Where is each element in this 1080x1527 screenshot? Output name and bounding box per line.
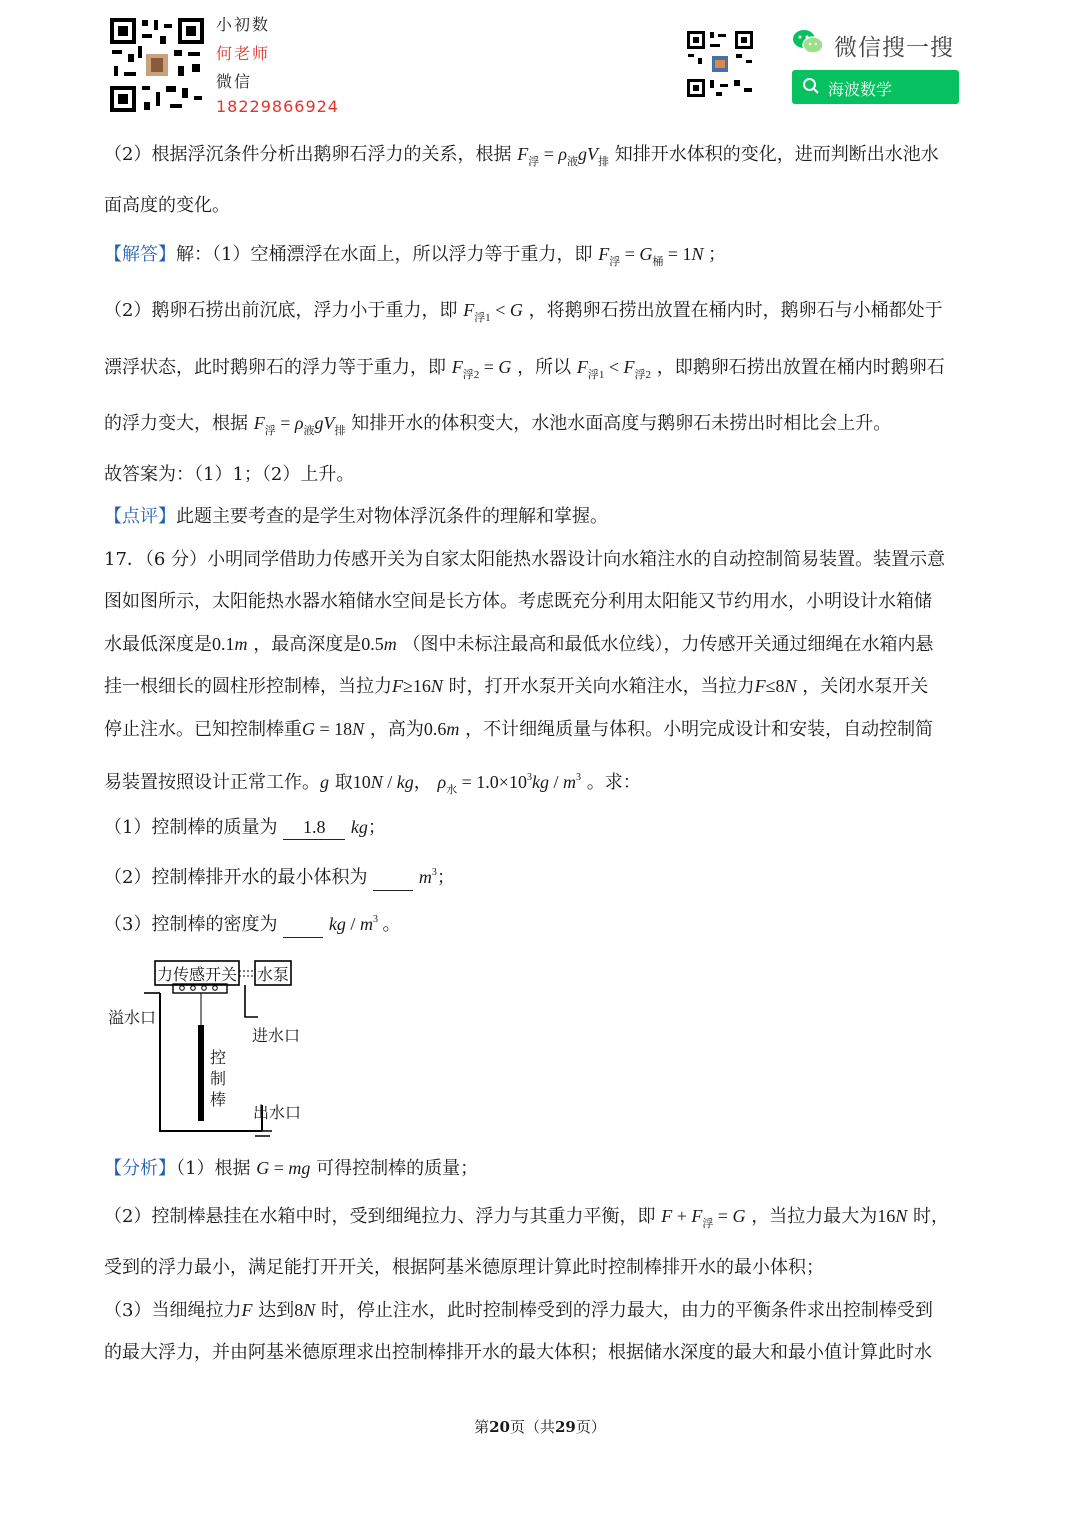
text-line bbox=[104, 505, 608, 529]
qr-code-left bbox=[108, 16, 206, 114]
handwritten-note-3: 微信 bbox=[216, 72, 253, 91]
question-17-line: 停止注水。已知控制棒重G = 18N ，高为0.6m ，不计细绳质量与体积。小明完成设计和安装，自动控制简 bbox=[104, 719, 934, 740]
text-span: ，将鹅卵石捞出放置在桶内时，鹅卵石与小桶都处于 bbox=[528, 300, 943, 321]
text-span: （图中未标注最高和最低水位线），力传感开关通过细绳在水箱内悬 bbox=[402, 634, 934, 655]
text-span: 取 bbox=[334, 772, 353, 793]
text-span: （2）控制棒排开水的最小体积为 bbox=[104, 867, 368, 888]
text-span: 解：（1）空桶漂浮在水面上，所以浮力等于重力，即 bbox=[176, 244, 593, 265]
qr-code-right bbox=[686, 30, 754, 98]
text-span: （1）控制棒的质量为 bbox=[104, 817, 278, 838]
handwritten-phone: 18229866924 bbox=[216, 97, 339, 116]
text-span: ，不计细绳质量与体积。小明完成设计和安装，自动控制简 bbox=[465, 719, 934, 740]
text-span: 易装置按照设计正常工作。 bbox=[104, 772, 320, 793]
question-17-line: 图如图所示，太阳能热水器水箱储水空间是长方体。考虑既充分利用太阳能又节约用水，小明设计水箱储 bbox=[104, 591, 932, 612]
wechat-search-button-label: 海波数学 bbox=[828, 80, 893, 99]
answer-blank-2 bbox=[373, 866, 413, 891]
text-line: 面高度的变化。 bbox=[104, 195, 230, 216]
text-span: （2）根据浮沉条件分析出鹅卵石浮力的关系，根据 bbox=[104, 144, 512, 165]
answer-tag: 【解答】 bbox=[104, 244, 176, 265]
footer-text: 页） bbox=[575, 1418, 606, 1436]
text-line: 漂浮状态，此时鹅卵石的浮力等于重力，即 $F_{浮2} = G$ ，所以 $F_{浮1} < F_{浮2}$ ，即鹅卵石捞出放置在桶内时鹅卵石 bbox=[104, 357, 945, 381]
text-span: ，关闭水泵开关 bbox=[802, 676, 929, 697]
text-span: ，当拉力最大为 bbox=[751, 1206, 878, 1227]
text-span: （2）控制棒悬挂在水箱中时，受到细绳拉力、浮力与其重力平衡，即 bbox=[104, 1206, 656, 1227]
rod-label-3: 棒 bbox=[210, 1090, 227, 1109]
text-span: ，即鹅卵石捞出放置在桶内时鹅卵石 bbox=[656, 357, 945, 378]
text-span: 。求： bbox=[586, 772, 641, 793]
text-span: 时，打开水泵开关向水箱注水，当拉力 bbox=[448, 676, 755, 697]
handwritten-note-1: 小初数 bbox=[216, 15, 271, 34]
part-1-line: （1）控制棒的质量为 1.8 kg； bbox=[104, 817, 386, 838]
rod-label-2: 制 bbox=[210, 1069, 227, 1088]
pump-label: 水泵 bbox=[257, 965, 290, 984]
analysis-line: 受到的浮力最小，满足能打开开关，根据阿基米德原理计算此时控制棒排开水的最小体积； bbox=[104, 1257, 824, 1278]
text-span: ，高为 bbox=[369, 719, 424, 740]
text-span: （2）鹅卵石捞出前沉底，浮力小于重力，即 bbox=[104, 300, 458, 321]
text-span: 可得控制棒的质量； bbox=[316, 1158, 479, 1179]
question-17-line: 水最低深度是0.1m ，最高深度是0.5m （图中未标注最高和最低水位线），力传感开关通过细绳在水箱内悬 bbox=[104, 634, 934, 655]
page-total: 29 bbox=[555, 1418, 576, 1436]
question-17-line: 挂一根细长的圆柱形控制棒，当拉力F≥16N 时，打开水泵开关向水箱注水，当拉力F≤8N ，关闭水泵开关 bbox=[104, 676, 929, 697]
answer-blank-3 bbox=[283, 913, 323, 938]
part-3-line: （3）控制棒的密度为 kg / $m^3$ 。 bbox=[104, 908, 400, 938]
text-span: 时， bbox=[912, 1206, 949, 1227]
handwritten-note-2: 何老师 bbox=[216, 44, 271, 63]
text-span: 挂一根细长的圆柱形控制棒，当拉力 bbox=[104, 676, 392, 697]
text-line: 故答案为：（1）1；（2）上升。 bbox=[104, 464, 355, 485]
page-footer bbox=[0, 1416, 1080, 1437]
text-span: 知排开水体积的变化，进而判断出水池水 bbox=[614, 144, 939, 165]
outlet-label: 出水口 bbox=[253, 1103, 302, 1122]
text-span: ，最高深度是 bbox=[253, 634, 362, 655]
text-span: 水最低深度是 bbox=[104, 634, 212, 655]
device-diagram bbox=[100, 955, 320, 1140]
part-2-line: （2）控制棒排开水的最小体积为 $m^3$； bbox=[104, 861, 455, 891]
text-span: 达到 bbox=[258, 1300, 295, 1321]
text-span: 的浮力变大，根据 bbox=[104, 413, 248, 434]
search-icon bbox=[802, 77, 820, 99]
overflow-label: 溢水口 bbox=[108, 1008, 157, 1027]
text-span: ，所以 bbox=[517, 357, 572, 378]
text-span: 漂浮状态，此时鹅卵石的浮力等于重力，即 bbox=[104, 357, 446, 378]
text-line: （2）鹅卵石捞出前沉底，浮力小于重力，即 $F_{浮1} < G$ ，将鹅卵石捞出放置在桶内时，鹅卵石与小桶都处于 bbox=[104, 300, 943, 324]
text-span: （1）根据 bbox=[176, 1158, 251, 1179]
question-17-line: 易装置按照设计正常工作。g 取10N / kg， $\rho_水 = 1.0\times 10^3kg / m^3$ 。求： bbox=[104, 772, 641, 796]
comment-tag: 【点评】 bbox=[104, 506, 176, 527]
answer-blank-1: 1.8 bbox=[283, 815, 345, 840]
page-number: 20 bbox=[489, 1418, 510, 1436]
sensor-switch-label: 力传感开关 bbox=[157, 965, 238, 984]
text-line: 【解答】解：（1）空桶漂浮在水面上，所以浮力等于重力，即 $F_浮 = G_桶 = 1N$ ； bbox=[104, 244, 727, 268]
analysis-line: 的最大浮力，并由阿基米德原理求出控制棒排开水的最大体积；根据储水深度的最大和最小值计算此时水 bbox=[104, 1342, 932, 1363]
analysis-line: （3）当细绳拉力F 达到8N 时，停止注水，此时控制棒受到的浮力最大，由力的平衡条件求出控制棒受到 bbox=[104, 1300, 933, 1321]
analysis-line: 【分析】（1）根据 G = mg 可得控制棒的质量； bbox=[104, 1158, 479, 1179]
text-line: 的浮力变大，根据 $F_浮 = \rho_液gV_排$ 知排开水的体积变大，水池水面高度与鹅卵石未捞出时相比会上升。 bbox=[104, 413, 892, 437]
wechat-search-button[interactable] bbox=[792, 70, 959, 104]
text-span: 此题主要考查的是学生对物体浮沉条件的理解和掌握。 bbox=[176, 506, 608, 527]
text-span: 停止注水。已知控制棒重 bbox=[104, 719, 302, 740]
text-span: 知排开水的体积变大，水池水面高度与鹅卵石未捞出时相比会上升。 bbox=[351, 413, 892, 434]
rod-label-1: 控 bbox=[210, 1048, 227, 1067]
analysis-line: （2）控制棒悬挂在水箱中时，受到细绳拉力、浮力与其重力平衡，即 $F + F_浮 = G$ ，当拉力最大为16N 时， bbox=[104, 1206, 949, 1230]
text-span: （3）控制棒的密度为 bbox=[104, 914, 278, 935]
text-span: （3）当细绳拉力 bbox=[104, 1300, 242, 1321]
inlet-label: 进水口 bbox=[252, 1026, 301, 1045]
footer-text: 第 bbox=[474, 1418, 490, 1436]
question-17-line: 17．（6 分）小明同学借助力传感开关为自家太阳能热水器设计向水箱注水的自动控制简易装置。装置示意 bbox=[104, 549, 946, 570]
analysis-tag: 【分析】 bbox=[104, 1158, 176, 1179]
wechat-icon bbox=[792, 28, 824, 56]
footer-text: 页（共 bbox=[509, 1418, 555, 1436]
text-line: （2）根据浮沉条件分析出鹅卵石浮力的关系，根据 $F_浮 = \rho_液gV_排$ 知排开水体积的变化，进而判断出水池水 bbox=[104, 144, 939, 168]
text-span: 时，停止注水，此时控制棒受到的浮力最大，由力的平衡条件求出控制棒受到 bbox=[320, 1300, 933, 1321]
wechat-search-title: 微信搜一搜 bbox=[834, 35, 954, 61]
